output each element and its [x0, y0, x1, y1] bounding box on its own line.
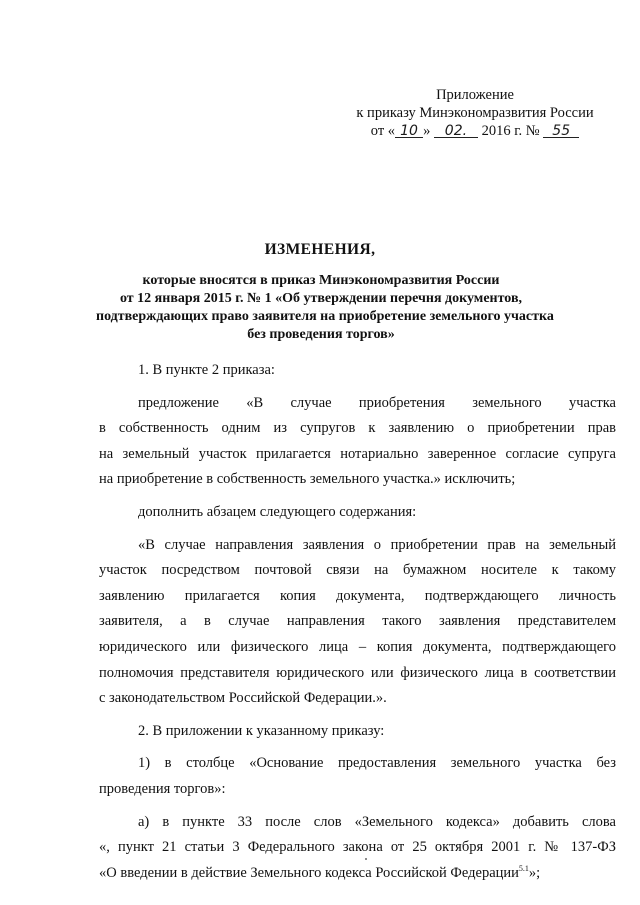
paragraph-line: участок посредством почтовой связи на бумажном носителе к такому	[99, 562, 616, 579]
paragraph-line: заявителя, а в случае направления такого заявления представителем	[99, 613, 616, 630]
paragraph-line: полномочия представителя юридического или физического лица в соответствии	[99, 664, 616, 681]
year-and-number-label: 2016 г. №	[481, 123, 540, 139]
footnote-superscript: 5.1	[518, 863, 529, 873]
paragraph-item-1: 1. В пункте 2 приказа:	[138, 362, 275, 378]
paragraph-line: юридического или физического лица – копия документа, подтверждающего	[99, 638, 616, 655]
paragraph-add: дополнить абзацем следующего содержания:	[138, 503, 417, 520]
law-title-text: «О введении в действие Земельного кодекса Российской Федерации	[99, 864, 519, 881]
paragraph-line: «В случае направления заявления о приобретении прав на земельный	[138, 536, 616, 553]
scan-speck	[365, 858, 367, 860]
paragraph-line	[99, 861, 616, 887]
paragraph-line: «, пункт 21 статьи 3 Федерального закона от 25 октября 2001 г. № 137-ФЗ	[99, 839, 616, 856]
law-title-end: »;	[528, 864, 541, 881]
document-body	[99, 358, 616, 893]
document-title: ИЗМЕНЕНИЯ,	[264, 241, 376, 258]
paragraph-subitem-a	[99, 810, 616, 887]
handwritten-month: 02.	[444, 123, 468, 139]
month-field	[434, 125, 478, 138]
paragraph-line: проведения торгов»:	[99, 780, 226, 797]
paragraph-proposal	[99, 391, 616, 493]
subtitle-line: от 12 января 2015 г. № 1 «Об утверждении перечня документов,	[119, 291, 523, 306]
paragraph-line: предложение «В случае приобретения земельного участка	[138, 394, 616, 411]
paragraph-item-2: 2. В приложении к указанному приказу:	[138, 722, 385, 739]
handwritten-day: 10	[400, 123, 418, 139]
subtitle-line: подтверждающих право заявителя на приобретение земельного участка	[96, 309, 554, 324]
day-field	[395, 125, 423, 138]
appendix-order-ref: к приказу Минэкономразвития России	[356, 105, 594, 121]
handwritten-number: 55	[552, 123, 571, 139]
paragraph-line: заявлению прилагается копия документа, подтверждающего личность	[99, 587, 616, 604]
document-subtitle	[96, 272, 554, 344]
subtitle-line: без проведения торгов»	[247, 327, 395, 342]
date-quote-close: »	[423, 123, 431, 139]
paragraph-quote	[99, 533, 616, 712]
paragraph-subitem-1	[99, 751, 616, 802]
appendix-title: Приложение	[436, 87, 514, 103]
paragraph-line: в собственность одним из супругов к заявлению о приобретении прав	[99, 420, 616, 437]
paragraph-line: 1) в столбце «Основание предоставления земельного участка без	[138, 755, 616, 772]
subtitle-line: которые вносятся в приказ Минэкономразвития России	[142, 273, 500, 288]
number-field	[543, 125, 579, 138]
paragraph-line: на земельный участок прилагается нотариально заверенное согласие супруга	[99, 445, 616, 462]
paragraph-line: с законодательством Российской Федерации.».	[99, 690, 387, 707]
paragraph-line: на приобретение в собственность земельного участка.» исключить;	[99, 471, 516, 488]
date-prefix: от «	[370, 123, 396, 139]
paragraph-line: а) в пункте 33 после слов «Земельного кодекса» добавить слова	[138, 813, 616, 830]
appendix-date-line	[340, 122, 610, 140]
appendix-header	[340, 86, 610, 140]
